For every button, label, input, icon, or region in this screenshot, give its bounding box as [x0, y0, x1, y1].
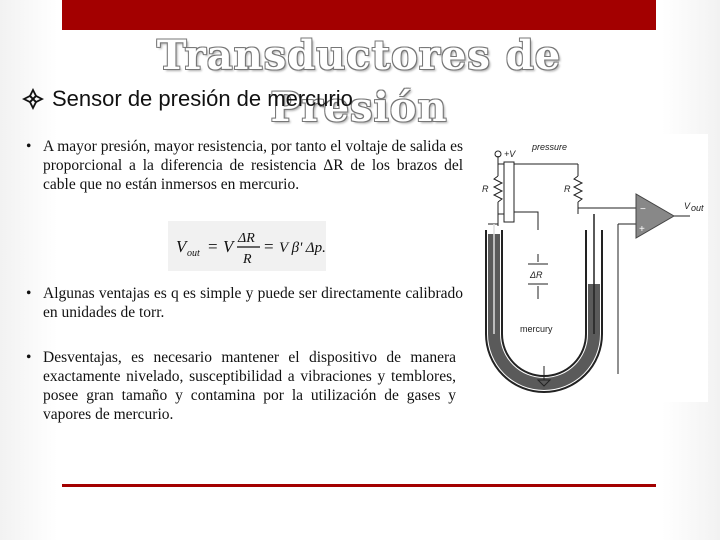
- diagram-svg: [468, 134, 708, 402]
- bottom-accent-line: [62, 484, 656, 487]
- formula-rhs: V β' Δp.: [279, 240, 326, 256]
- bullet-item-2: [22, 284, 462, 324]
- resistor-right-label: R: [564, 184, 571, 194]
- slide-title: Transductores de Presión: [156, 32, 562, 131]
- delta-r-label: ΔR: [530, 270, 543, 280]
- formula-numerator: ΔR: [238, 231, 255, 246]
- op-amp-minus: −: [640, 204, 646, 215]
- bullet-text-3: Desventajas, es necesario mantener el dispositivo de manera exactamente nivelado, susceptibilidad a vibraciones y temblores, posee gran tamaño y contamina por la utilización de gases y vapores de mercurio.: [43, 349, 456, 423]
- diamond-bullet-icon: [22, 88, 44, 110]
- pressure-inlet: [504, 162, 514, 222]
- bullet-marker: •: [26, 349, 32, 366]
- bullet-text-1: A mayor presión, mayor resistencia, por tanto el voltaje de salida es proporcional a la diferencia de resistencia ΔR de los brazos del cable que no están inmersos en mercurio.: [43, 138, 463, 193]
- formula-denominator: R: [243, 252, 252, 267]
- formula-equation: [168, 221, 326, 271]
- top-accent-bar: [62, 0, 656, 30]
- bullet-marker: •: [26, 138, 32, 155]
- mercury-sensor-diagram: [468, 134, 708, 402]
- supply-label: +V: [504, 149, 516, 159]
- formula-lhs: V: [176, 237, 187, 256]
- resistor-left-label: R: [482, 184, 489, 194]
- subtitle-text: Sensor de presión de mercurio: [52, 86, 353, 111]
- output-label: V: [684, 201, 691, 211]
- bullet-item-3: [22, 348, 462, 430]
- formula-lhs-sub: out: [187, 248, 200, 259]
- resistor-left: [494, 176, 502, 202]
- output-sub: out: [691, 203, 704, 213]
- formula-equals-2: =: [264, 237, 274, 256]
- pressure-label: pressure: [532, 142, 568, 152]
- u-tube-inner: [502, 230, 586, 376]
- bullet-item-1: [22, 137, 462, 197]
- bullet-marker: •: [26, 285, 32, 302]
- op-amp-plus: +: [639, 224, 645, 235]
- bullet-text-2: Algunas ventajas es q es simple y puede ser directamente calibrado en unidades de torr.: [43, 285, 463, 321]
- formula-v: V: [223, 237, 234, 256]
- resistor-right: [574, 176, 582, 202]
- mercury-label: mercury: [520, 324, 553, 334]
- formula-box: [168, 221, 326, 271]
- formula-equals: =: [208, 237, 218, 256]
- slide-subtitle: [22, 84, 353, 114]
